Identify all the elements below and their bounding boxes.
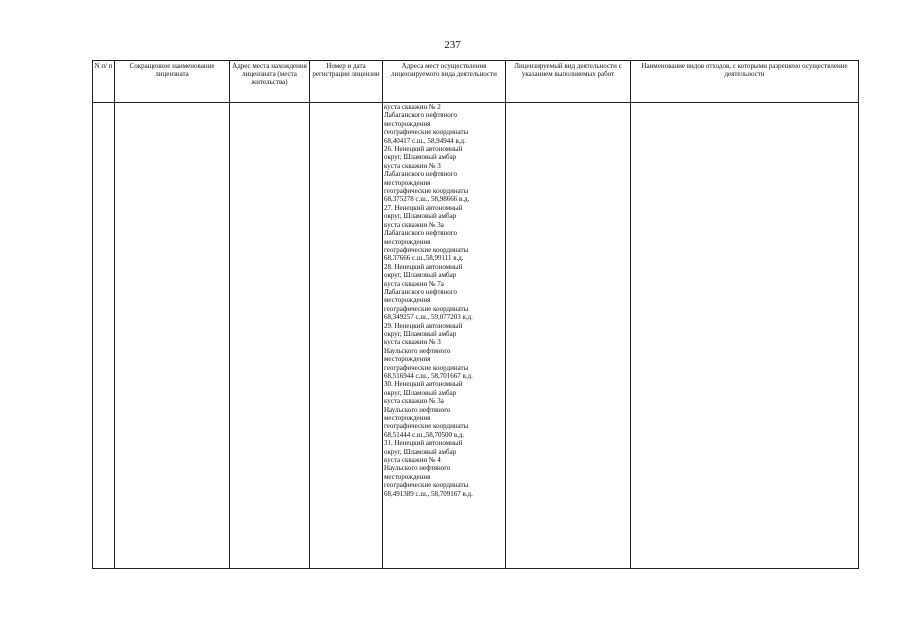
table-row <box>93 103 859 569</box>
cell-licensee-short-name <box>115 103 230 569</box>
cell-license-number-date <box>310 103 383 569</box>
table-header-row <box>93 61 859 103</box>
cell-licensee-address <box>230 103 310 569</box>
header-number: N п/ п <box>93 61 115 103</box>
cell-waste-types <box>631 103 859 569</box>
cell-number <box>93 103 115 569</box>
header-licensed-activity: Лицензируемый вид деятельности с указанием выполняемых работ <box>506 61 631 103</box>
header-licensee-short-name: Сокращенное наименование лицензиата <box>115 61 230 103</box>
header-licensee-address: Адрес места нахождения лицензиата (места жительства) <box>230 61 310 103</box>
header-license-number-date: Номер и дата регистрации лицензии <box>310 61 383 103</box>
header-activity-sites: Адреса мест осуществления лицензируемого вида деятельности <box>383 61 506 103</box>
page-number: 237 <box>444 39 461 51</box>
license-registry-table <box>92 60 859 569</box>
cell-activity-sites: куста скважин № 2 Лабаганского нефтяного месторождения географические координаты 68,40417 с.ш., 58,94944 в.д. 26. Ненецкий автономный округ, Шламовый амбар куста скважин № 3 Лабаганского нефтяного месторождения географические координаты 68,375278 с.ш., 58,98666 в.д. 27. Ненецкий автономный округ, Шламовый амбар куста скважин № 3а Лабаганского нефтяного месторождения географические координаты 68,37666 с.ш.,58,99111 в.д. 28. Ненецкий автономный округ, Шламовый амбар куста скважин № 7а Лабаганского нефтяного месторождения географические координаты 68,349257 с.ш., 59,077203 в.д. 29. Ненецкий автономный округ, Шламовый амбар куста скважин № 3 Наульского нефтяного месторождения географические координаты 68,516944 с.ш., 58,701667 в.д. 30. Ненецкий автономный округ, Шламовый амбар куста скважин № 3а Наульского нефтяного месторождения географические координаты 68,51444 с.ш.,58,70500 в.д. 31. Ненецкий автономный округ, Шламовый амбар куста скважин № 4 Наульского нефтяного месторождения географические координаты 68,491389 с.ш., 58,709167 в.д. <box>383 103 506 569</box>
cell-licensed-activity <box>506 103 631 569</box>
header-waste-types: Наименование видов отходов, с которыми разрешено осуществление деятельности <box>631 61 859 103</box>
